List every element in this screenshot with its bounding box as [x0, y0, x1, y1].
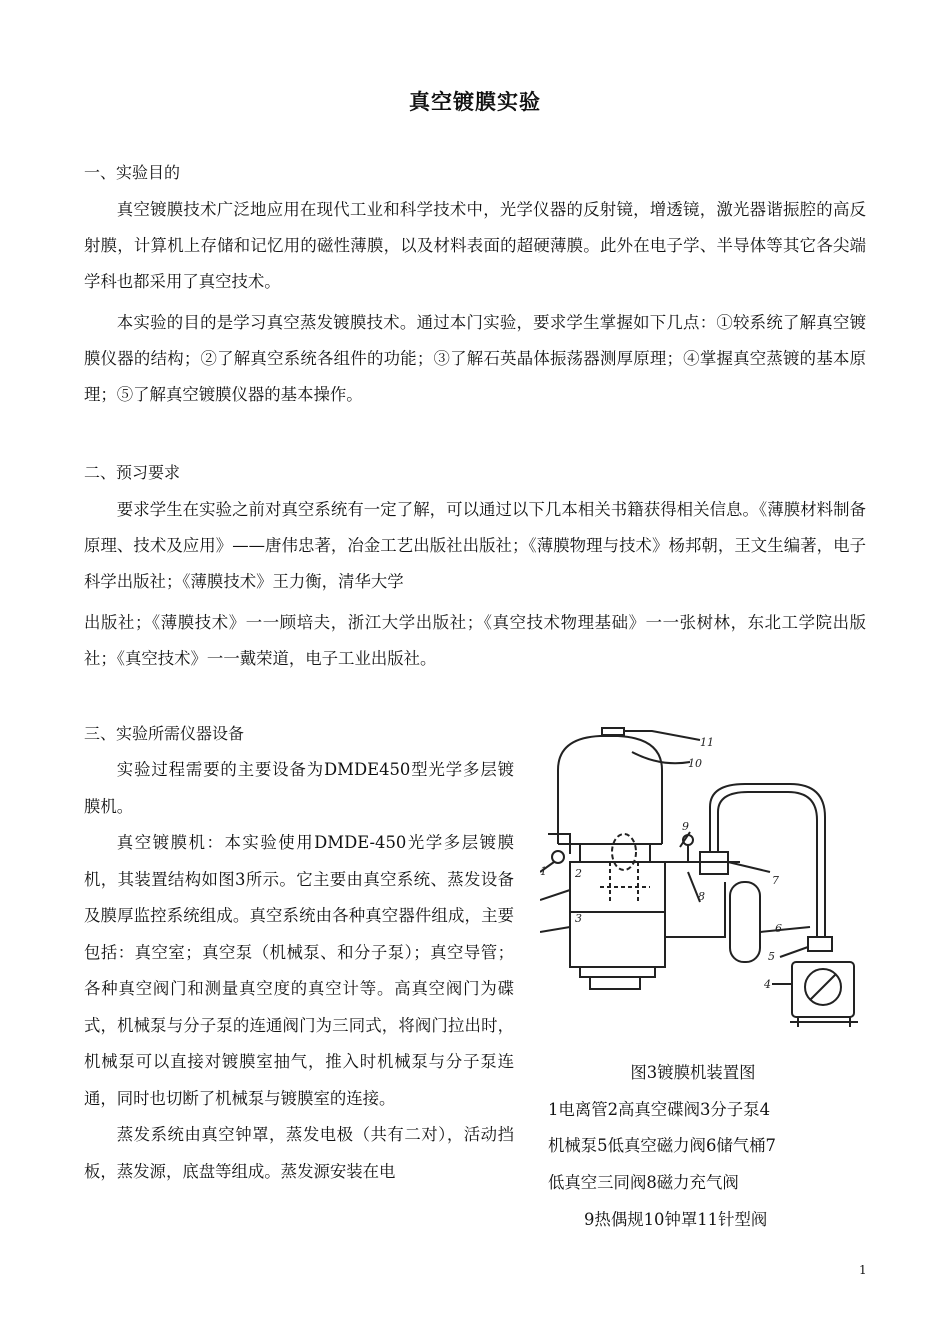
section-2-paragraph-1: 要求学生在实验之前对真空系统有一定了解，可以通过以下几本相关书籍获得相关信息。《薄膜材料制备原理、技术及应用》——唐伟忠著，冶金工艺出版社出版社；《薄膜物理与技术》杨邦朝，王文生编著，电子科学出版社；《薄膜技术》王力衡，清华大学: [84, 500, 866, 591]
ionization-gauge: [552, 851, 564, 863]
chamber-flange: [580, 844, 650, 862]
section-1-paragraph-2: 本实验的目的是学习真空蒸发镀膜技术。通过本门实验，要求学生掌握如下几点：①较系统了解真空镀膜仪器的结构；②了解真空系统各组件的功能；③了解石英晶体振荡器测厚原理；④掌握真空蒸镀的基本原理；⑤了解真空镀膜仪器的基本操作。: [84, 313, 866, 404]
section-3-body: [84, 752, 514, 1190]
magnetic-valve: [808, 937, 832, 951]
pump-base: [580, 967, 655, 977]
label-2: 2: [575, 867, 582, 880]
figure-legend-line-3: 低真空三同阀8磁力充气阀: [548, 1173, 739, 1192]
label-7: 7: [772, 874, 779, 887]
roughing-line-inner: [718, 792, 817, 937]
section-3-paragraph-3: 蒸发系统由真空钟罩，蒸发电极（共有二对），活动挡板，蒸发源，底盘等组成。蒸发源安装在电: [84, 1125, 514, 1181]
pump-wheel-spoke: [810, 974, 836, 1000]
page-title: 真空镀膜实验: [409, 90, 541, 114]
figure-legend-line-1: 1电离管2高真空碟阀3分子泵4: [548, 1100, 771, 1119]
leader-5: [780, 947, 808, 957]
label-6: 6: [775, 922, 782, 935]
label-3: 3: [575, 912, 582, 925]
label-9: 9: [682, 820, 689, 833]
section-3-heading: 三、实验所需仪器设备: [84, 724, 245, 743]
label-10: 10: [688, 757, 702, 770]
section-1-paragraph-1: 真空镀膜技术广泛地应用在现代工业和科学技术中，光学仪器的反射镜，增透镜，激光器谐振腔的高反射膜，计算机上存储和记忆用的磁性薄膜，以及材料表面的超硬薄膜。此外在电子学、半导体等其它各尖端学科也都采用了真空技术。: [84, 200, 866, 291]
molecular-pump: [570, 912, 665, 967]
high-vacuum-valve: [600, 862, 650, 902]
coating-machine-diagram: [540, 722, 858, 1047]
label-5: 5: [768, 950, 775, 963]
label-8: 8: [698, 890, 705, 903]
figure-legend-line-2: 机械泵5低真空磁力阀6储气桶7: [548, 1136, 776, 1155]
page-number: 1: [859, 1263, 867, 1277]
figure-legend-line-4: 9热偶规10钟罩11针型阀: [584, 1210, 768, 1229]
label-11: 11: [700, 736, 714, 749]
leader-6: [760, 927, 810, 932]
section-3-paragraph-1: 实验过程需要的主要设备为DMDE450型光学多层镀膜机。: [84, 760, 514, 816]
mechanical-pump: [792, 962, 854, 1017]
leader-7: [728, 862, 770, 872]
section-1-heading: 一、实验目的: [84, 163, 181, 182]
label-1: 1: [540, 865, 547, 878]
gas-storage-tank: [730, 882, 760, 962]
section-3-paragraph-2: 真空镀膜机：本实验使用DMDE-450光学多层镀膜机，其装置结构如图3所示。它主要由真空系统、蒸发设备及膜厚监控系统组成。真空系统由各种真空器件组成，主要包括：真空室；真空泵（机械泵、和分子泵）；真空导管；各种真空阀门和测量真空度的真空计等。高真空阀门为碟式，机械泵与分子泵的连通阀门为三同式，将阀门拉出时，机械泵可以直接对镀膜室抽气，推入时机械泵与分子泵连通，同时也切断了机械泵与镀膜室的连接。: [84, 833, 514, 1108]
bell-jar: [558, 736, 662, 844]
evaporation-source: [612, 834, 636, 870]
needle-valve: [602, 728, 624, 735]
leader-3: [540, 927, 570, 932]
leader-2: [540, 890, 570, 900]
section-2-paragraph-2: 出版社；《薄膜技术》一一顾培夫，浙江大学出版社；《真空技术物理基础》一一张树林，东北工学院出版社；《真空技术》一一戴荣道，电子工业出版社。: [84, 613, 866, 668]
pump-motor: [590, 977, 640, 989]
label-4: 4: [764, 978, 771, 991]
figure-caption: 图3镀膜机装置图: [630, 1063, 756, 1082]
pump-stand: [790, 1017, 858, 1027]
section-2-heading: 二、预习要求: [84, 463, 181, 482]
